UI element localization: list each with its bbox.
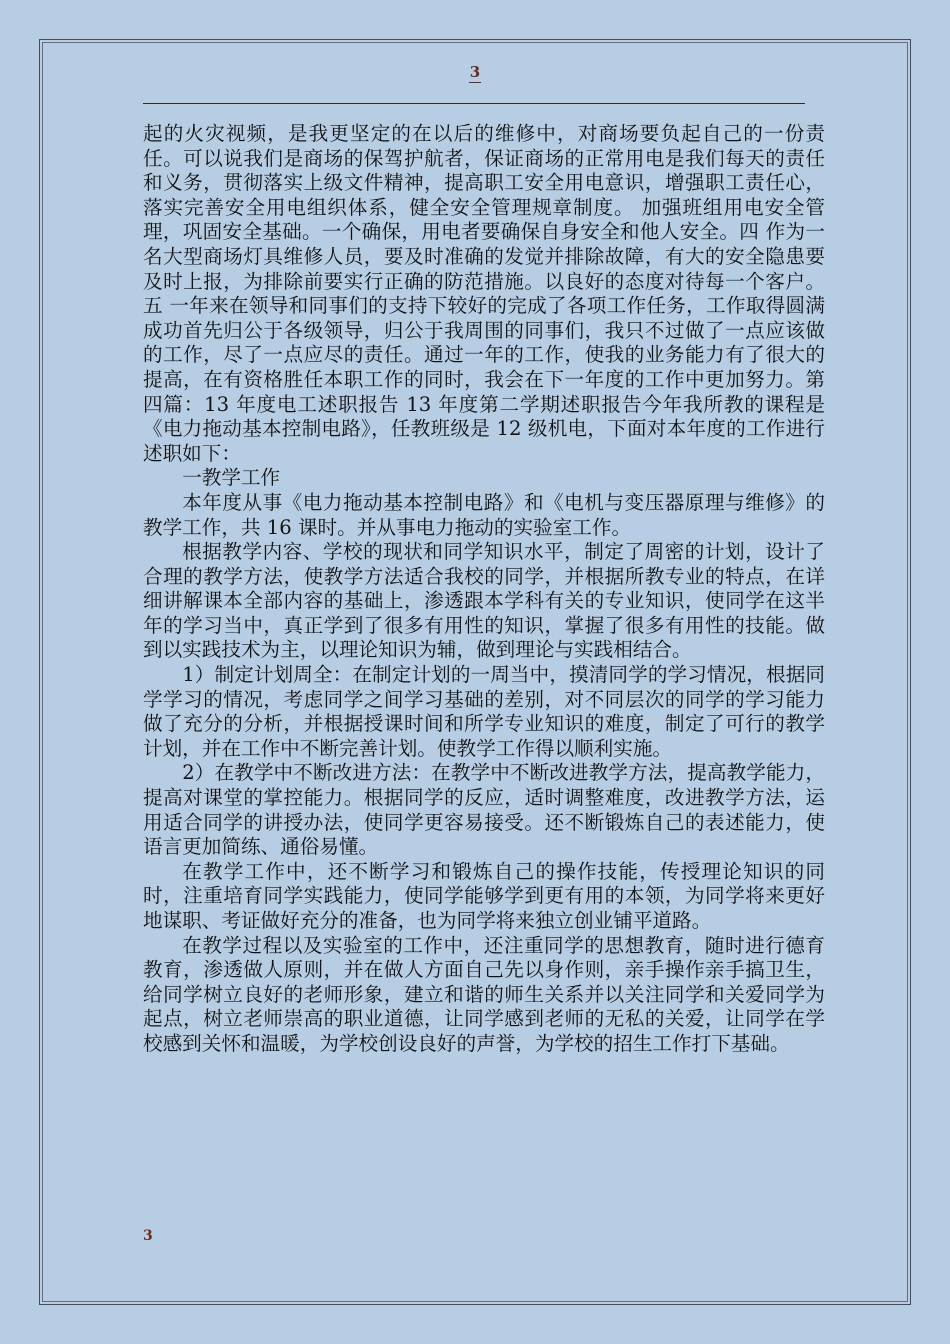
document-body [143,122,825,1057]
paragraph-continuation: 起的火灾视频，是我更坚定的在以后的维修中，对商场要负起自己的一份责任。可以说我们是商场的保驾护航者，保证商场的正常用电是我们每天的责任和义务，贯彻落实上级文件精神，提高职工安全用电意识，增强职工责任心， 落实完善安全用电组织体系，健全安全管理规章制度。 加强班组用电安全管理，巩固安全基础。一个确保，用电者要确保自身安全和他人安全。四 作为一名大型商场灯具维修人员，要及时准确的发觉并排除故障，有大的安全隐患要及时上报，为排除前要实行正确的防范措施。以良好的态度对待每一个客户。五 一年来在领导和同事们的支持下较好的完成了各项工作任务，工作取得圆满成功首先归公于各级领导，归公于我周围的同事们，我只不过做了一点应该做的工作，尽了一点应尽的责任。通过一年的工作，使我的业务能力有了很大的提高，在有资格胜任本职工作的同时，我会在下一年度的工作中更加努力。第四篇：13 年度电工述职报告 13 年度第二学期述职报告今年我所教的课程是《电力拖动基本控制电路》，任教班级是 12 级机电，下面对本年度的工作进行述职如下： [143,122,825,465]
page-header-number [0,63,950,81]
paragraph-teaching-plan: 根据教学内容、学校的现状和同学知识水平，制定了周密的计划，设计了合理的教学方法，使教学方法适合我校的同学，并根据所教专业的特点，在详细讲解课本全部内容的基础上，渗透跟本学科有关的专业知识，使同学在这半年的学习当中，真正学到了很多有用性的知识，掌握了很多有用性的技能。做到以实践技术为主，以理论知识为辅，做到理论与实践相结合。 [143,540,825,662]
section-heading-teaching: 一教学工作 [182,466,281,490]
paragraph-courses: 本年度从事《电力拖动基本控制电路》和《电机与变压器原理与维修》的教学工作，共 16 课时。并从事电力拖动的实验室工作。 [143,490,825,539]
paragraph-moral-education: 在教学过程以及实验室的工作中，还注重同学的思想教育，随时进行德育教育，渗透做人原则，并在做人方面自己先以身作则，亲手操作亲手搞卫生，给同学树立良好的老师形象，建立和谐的师生关系并以关注同学和关爱同学为起点，树立老师崇高的职业道德，让同学感到老师的无私的关爱，让同学在学校感到关怀和温暖，为学校创设良好的声誉，为学校的招生工作打下基础。 [143,933,825,1055]
page-footer-number: 3 [143,1228,153,1244]
header-number-text: 3 [469,63,481,81]
header-divider [143,103,805,104]
paragraph-skills: 在教学工作中，还不断学习和锻炼自己的操作技能，传授理论知识的同时，注重培育同学实践能力，使同学能够学到更有用的本领，为同学将来更好地谋职、考证做好充分的准备，也为同学将来独立创业铺平道路。 [143,859,825,932]
paragraph-item-2: 2）在教学中不断改进方法：在教学中不断改进教学方法，提高教学能力，提高对课堂的掌控能力。根据同学的反应，适时调整难度，改进教学方法，运用适合同学的讲授办法，使同学更容易接受。还不断锻炼自己的表述能力，使语言更加简练、通俗易懂。 [143,761,825,859]
paragraph-item-1: 1）制定计划周全：在制定计划的一周当中，摸清同学的学习情况，根据同学学习的情况，考虑同学之间学习基础的差别，对不同层次的同学的学习能力做了充分的分析，并根据授课时间和所学专业知识的难度，制定了可行的教学计划，并在工作中不断完善计划。使教学工作得以顺利实施。 [143,663,825,760]
